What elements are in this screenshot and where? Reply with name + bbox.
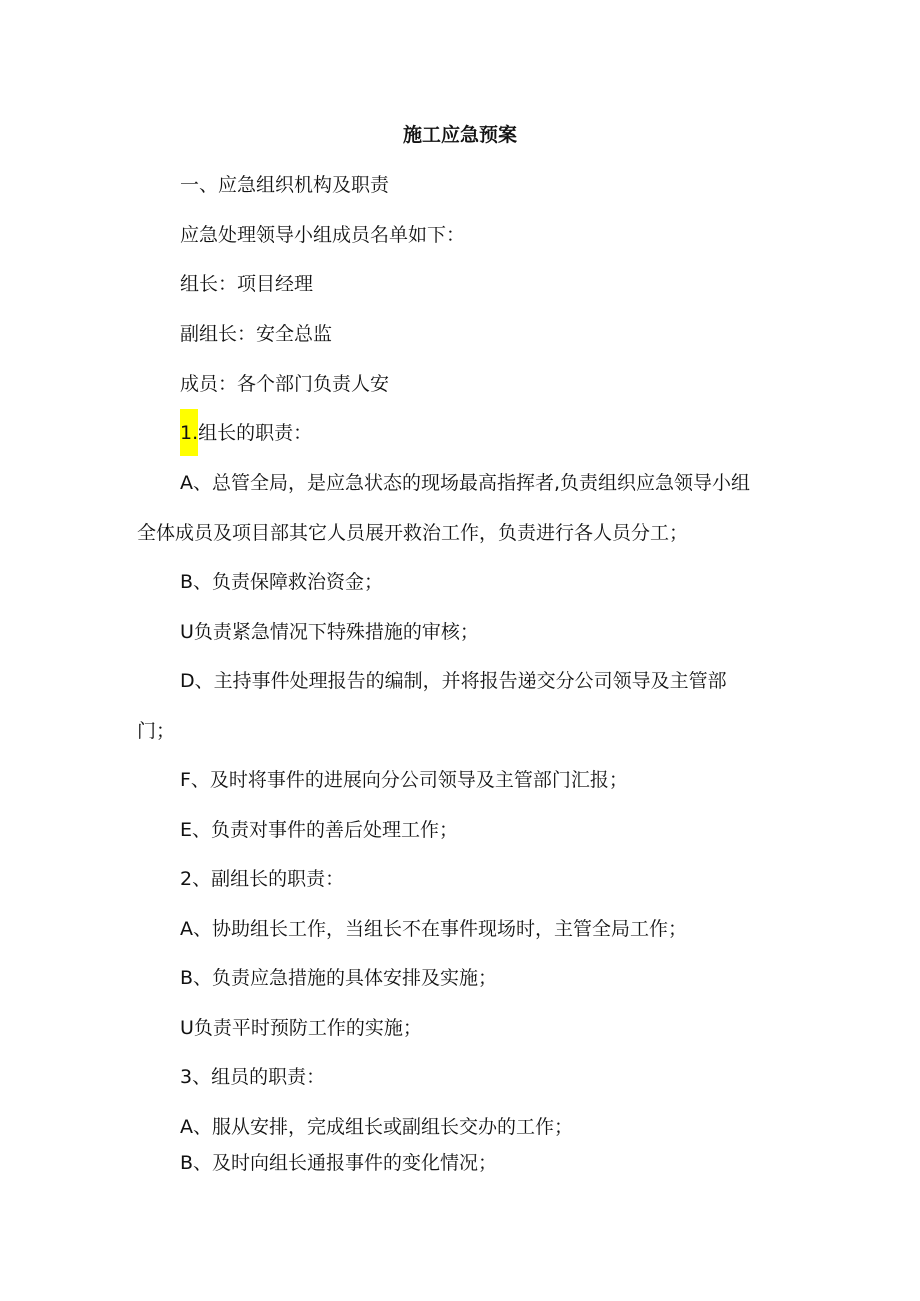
paragraph-line: A、服从安排，完成组长或副组长交办的工作； xyxy=(180,1116,573,1138)
subsection-heading xyxy=(180,420,312,446)
paragraph-line: 成员：各个部门负责人安 xyxy=(180,373,390,395)
paragraph-line: E、负责对事件的善后处理工作； xyxy=(180,819,459,841)
paragraph-line: 全体成员及项目部其它人员展开救治工作，负责进行各人员分工； xyxy=(137,522,689,544)
subsection-heading: 3、组员的职责： xyxy=(180,1066,326,1088)
paragraph-line: U负责紧急情况下特殊措施的审核； xyxy=(180,621,479,643)
paragraph-line: 组长：项目经理 xyxy=(180,273,314,295)
paragraph-line: A、协助组长工作，当组长不在事件现场时，主管全局工作； xyxy=(180,918,687,940)
highlighted-number: 1. xyxy=(180,409,198,456)
paragraph-line: A、总管全局，是应急状态的现场最高指挥者,负责组织应急领导小组 xyxy=(180,472,751,494)
subsection-heading: 2、副组长的职责： xyxy=(180,868,345,890)
paragraph-line: U负责平时预防工作的实施； xyxy=(180,1017,422,1039)
paragraph-line: B、及时向组长通报事件的变化情况； xyxy=(180,1152,498,1174)
paragraph-line: F、及时将事件的进展向分公司领导及主管部门汇报； xyxy=(180,769,628,791)
paragraph-line: B、负责保障救治资金； xyxy=(180,571,384,593)
paragraph-line: 应急处理领导小组成员名单如下： xyxy=(180,224,466,246)
paragraph-line: 副组长：安全总监 xyxy=(180,323,333,345)
paragraph-line: B、负责应急措施的具体安排及实施； xyxy=(180,967,498,989)
paragraph-line: D、主持事件处理报告的编制，并将报告递交分公司领导及主管部 xyxy=(180,670,727,692)
document-title: 施工应急预案 xyxy=(402,124,517,146)
section-heading: 一、应急组织机构及职责 xyxy=(180,174,390,196)
paragraph-line: 门； xyxy=(137,720,176,742)
subsection-heading-text: 组长的职责： xyxy=(198,422,313,444)
